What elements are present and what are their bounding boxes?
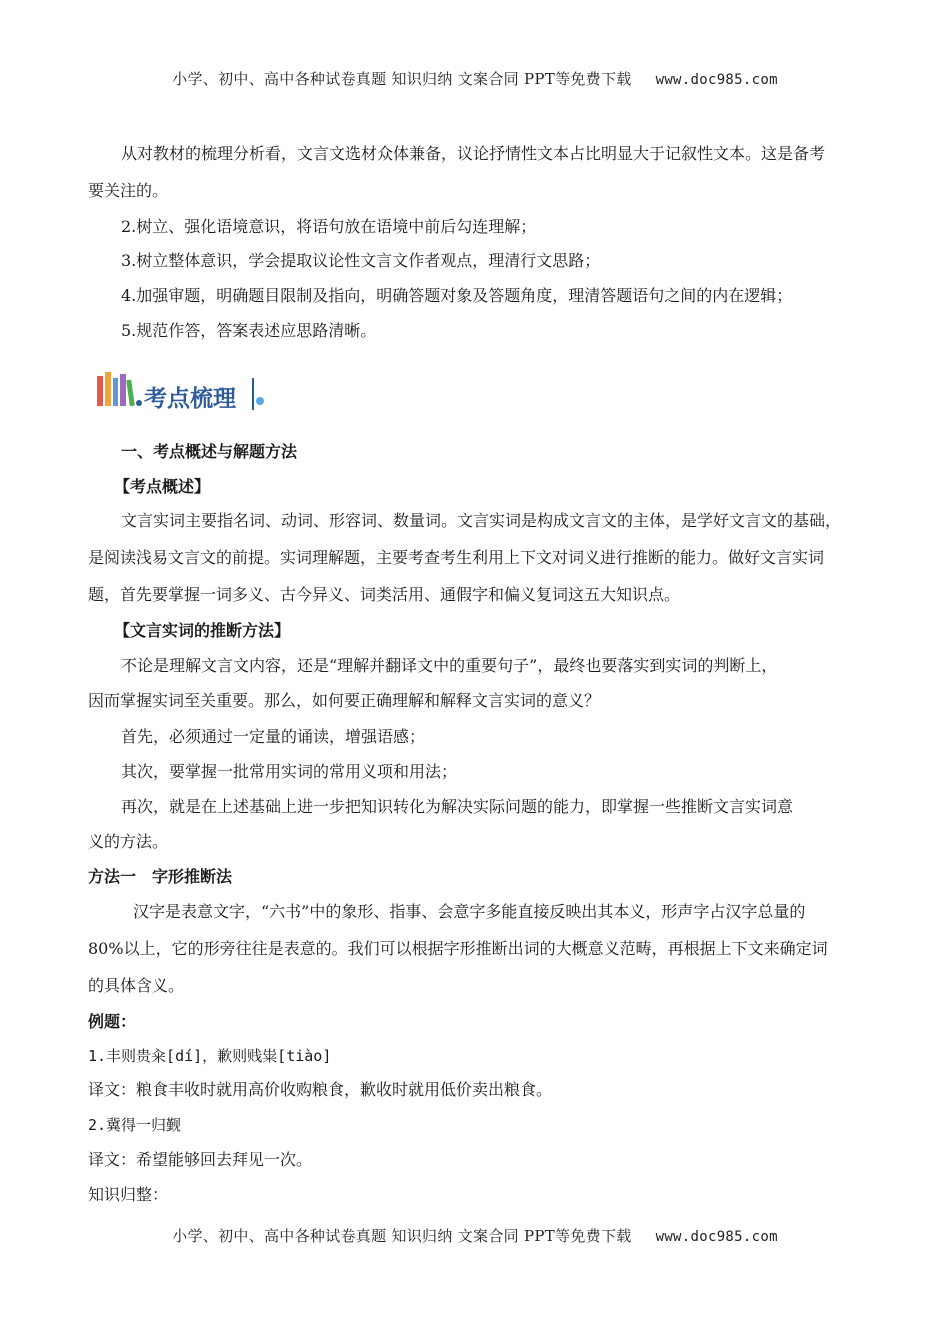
example-2: 2.冀得一归觐 (88, 1116, 182, 1134)
subheading-overview: 【考点概述】 (114, 477, 211, 496)
intro-line-2: 要关注的。 (88, 181, 169, 200)
subheading-methods: 【文言实词的推断方法】 (114, 621, 291, 640)
methods-third-line-1: 再次，就是在上述基础上进一步把知识转化为解决实际问题的能力，即掌握一些推断文言实词意 (121, 797, 794, 816)
example-1: 1.丰则贵籴[dí]，歉则贱粜[tiào] (88, 1047, 332, 1065)
page-footer (0, 1225, 950, 1246)
methods-second: 其次，要掌握一批常用实词的常用义项和用法； (121, 762, 458, 781)
footer-text: 小学、初中、高中各种试卷真题 知识归纳 文案合同 PPT等免费下载 (172, 1227, 632, 1245)
method-one-heading: 方法一 字形推断法 (88, 867, 233, 886)
method-one-line-3: 的具体含义。 (88, 976, 185, 995)
translation-1: 译文：粮食丰收时就用高价收购粮食，歉收时就用低价卖出粮食。 (88, 1080, 553, 1099)
intro-line-1: 从对教材的梳理分析看，文言文选材众体兼备，议论抒情性文本占比明显大于记叙性文本。这是备考 (121, 144, 826, 163)
intro-item-3: 3.树立整体意识，学会提取议论性文言文作者观点，理清行文思路； (121, 251, 601, 270)
method-one-line-1: 汉字是表意文字，“六书”中的象形、指事、会意字多能直接反映出其本义，形声字占汉字总量的 (133, 902, 806, 921)
intro-item-5: 5.规范作答，答案表述应思路清晰。 (121, 321, 377, 340)
methods-first: 首先，必须通过一定量的诵读，增强语感； (121, 727, 426, 746)
overview-line-3: 题，首先要掌握一词多义、古今异义、词类活用、通假字和偏义复词这五大知识点。 (88, 585, 681, 604)
methods-third-line-2: 义的方法。 (88, 832, 169, 851)
banner-title: 考点梳理 (144, 386, 236, 412)
header-url[interactable]: www.doc985.com (655, 72, 778, 88)
section-heading: 一、考点概述与解题方法 (121, 442, 298, 461)
footer-url[interactable]: www.doc985.com (655, 1229, 778, 1245)
translation-2: 译文：希望能够回去拜见一次。 (88, 1150, 313, 1169)
examples-heading: 例题： (88, 1012, 137, 1031)
method-one-line-2: 80%以上，它的形旁往往是表意的。我们可以根据字形推断出词的大概意义范畴，再根据上下文来确定词 (88, 939, 828, 958)
knowledge-summary: 知识归整： (88, 1185, 169, 1204)
intro-item-2: 2.树立、强化语境意识，将语句放在语境中前后勾连理解； (121, 217, 537, 236)
intro-item-4: 4.加强审题，明确题目限制及指向，明确答题对象及答题角度，理清答题语句之间的内在逻辑； (121, 286, 793, 305)
methods-line-1: 不论是理解文言文内容，还是“理解并翻译文中的重要句子”，最终也要落实到实词的判断上， (121, 656, 778, 675)
header-text: 小学、初中、高中各种试卷真题 知识归纳 文案合同 PPT等免费下载 (172, 70, 632, 88)
methods-line-2: 因而掌握实词至关重要。那么，如何要正确理解和解释文言实词的意义？ (88, 691, 601, 710)
overview-line-2: 是阅读浅易文言文的前提。实词理解题，主要考查考生利用上下文对词义进行推断的能力。做好文言实词 (88, 548, 825, 567)
page-header (0, 68, 950, 89)
overview-line-1: 文言实词主要指名词、动词、形容词、数量词。文言实词是构成文言文的主体，是学好文言文的基础， (121, 511, 842, 530)
